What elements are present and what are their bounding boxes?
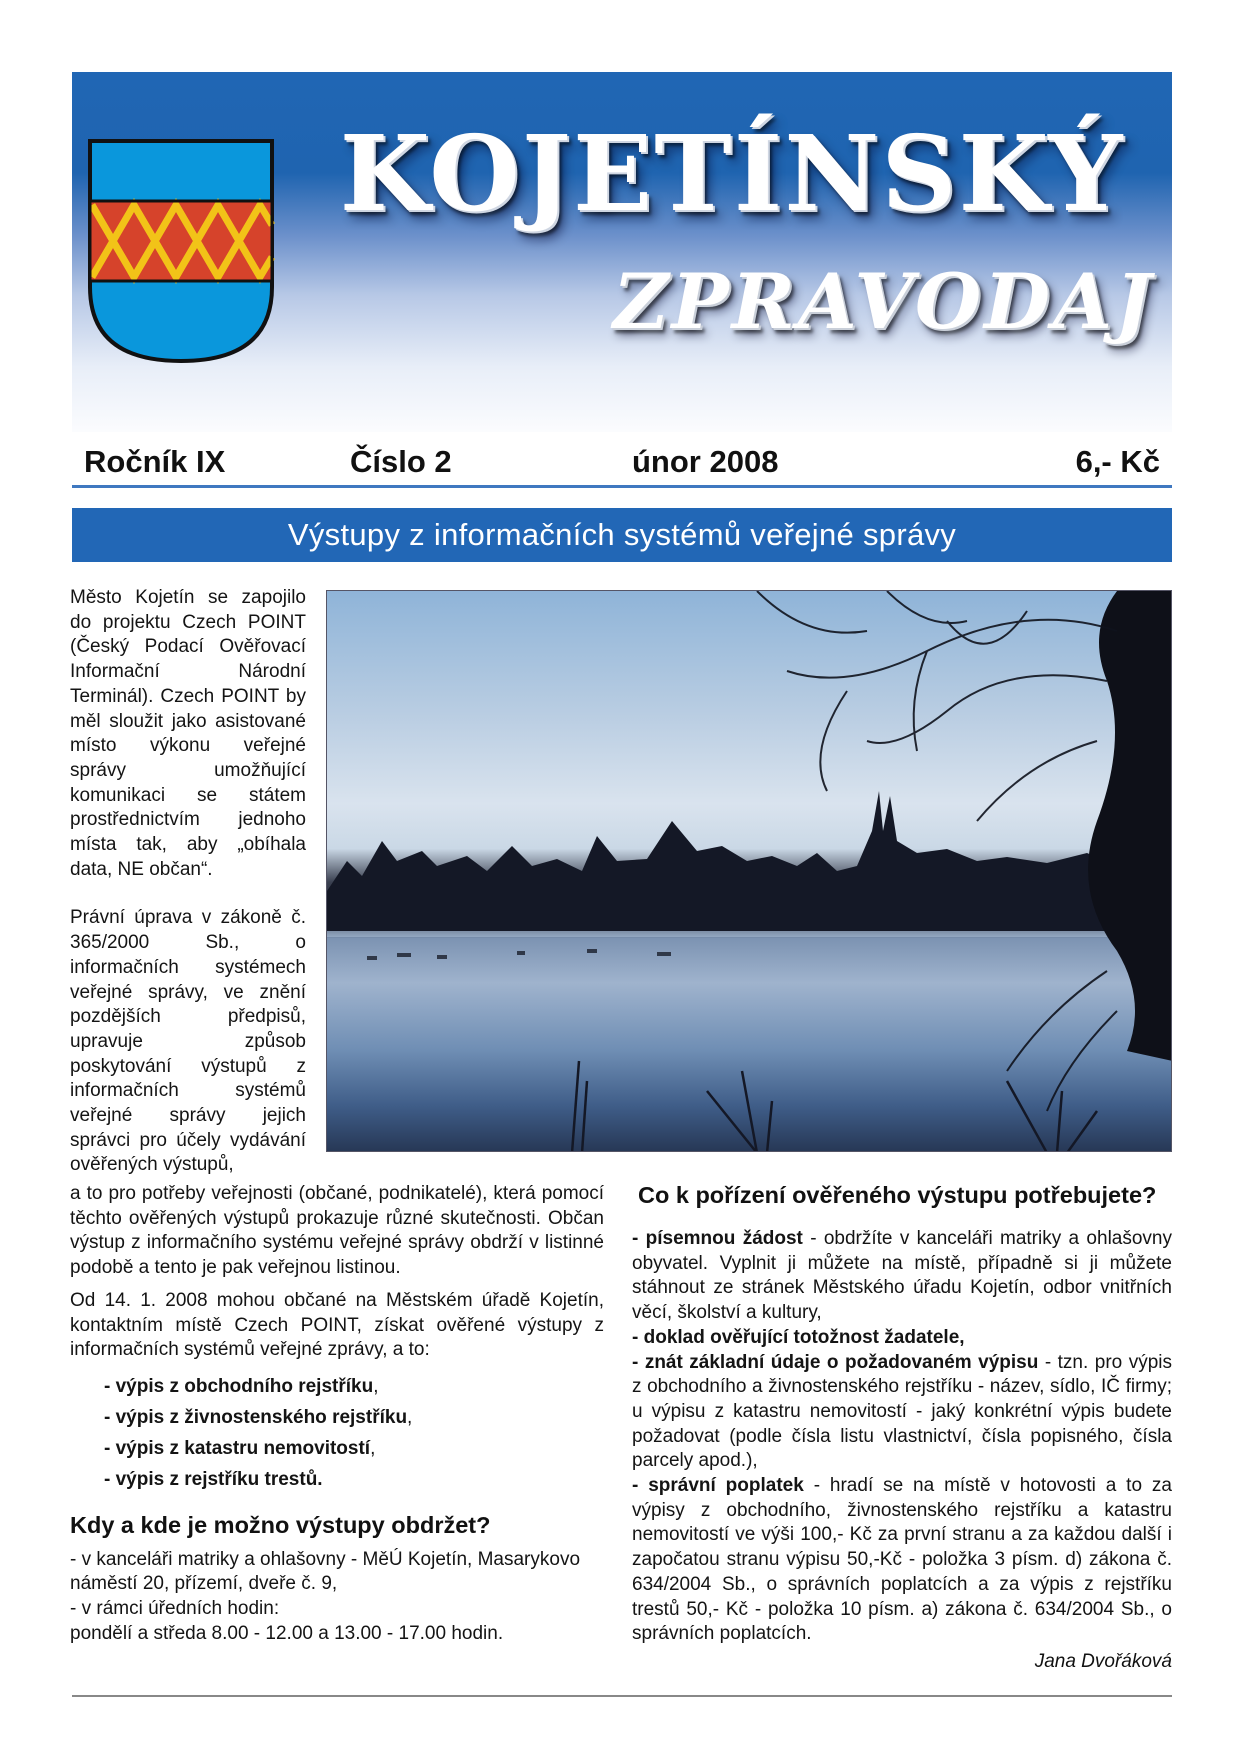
issue-info-row: [72, 440, 1172, 488]
requirement-item: - správní poplatek - hradí se na místě v hotovosti a to za výpisy z obchodního, živnostenského rejstříku a katastru nemovitostí ve výši 100,- Kč za první stranu a za každou další i započatou stranu výpisu 50,-Kč - položka 3 písm. d) zákona č. 634/2004 Sb., o správních poplatcích a za výpis z rejstříku trestů 50,- Kč - položka 10 písm. a) zákona č. 634/2004 Sb., o správních poplatcích.: [632, 1475, 1172, 1645]
requirements-heading: Co k pořízení ověřeného výstupu potřebujete?: [638, 1182, 1157, 1208]
landscape-photo-icon: [327, 591, 1172, 1152]
issue-volume: Ročník IX: [84, 444, 226, 479]
intro-paragraph-2-start: Právní úprava v zákoně č. 365/2000 Sb., o informačních systémech veřejné správy, ve znění pozdějších předpisů, upravuje způsob poskytování výstupů z informačních systémů veřejné správy jejich správci pro účely vydávání ověřených výstupů,: [70, 907, 306, 1176]
footer-divider: [72, 1695, 1172, 1697]
requirements-list: [632, 1227, 1172, 1647]
newsletter-subtitle: ZPRAVODAJ: [613, 257, 1154, 346]
article-headline: Výstupy z informačních systémů veřejné správy: [72, 508, 1172, 562]
output-item: - výpis z katastru nemovitostí,: [104, 1437, 376, 1459]
requirement-item: - doklad ověřující totožnost žadatele,: [632, 1326, 965, 1348]
intro-paragraph-1: Město Kojetín se zapojilo do projektu Czech POINT (Český Podací Ověřovací Informační Národní Terminál). Czech POINT by měl sloužit jako asistované místo výkonu veřejné správy umožňující komunikaci se státem prostřednictvím jednoho místa tak, aby „obíhala data, NE občan“.: [70, 587, 306, 880]
output-item: - výpis z živnostenského rejstříku,: [104, 1406, 413, 1428]
output-item: - výpis z obchodního rejstříku,: [104, 1375, 379, 1397]
issue-date: únor 2008: [632, 444, 779, 479]
where-heading: Kdy a kde je možno výstupy obdržet?: [70, 1511, 491, 1538]
left-article-column: [70, 1182, 604, 1646]
lake-photo: [326, 590, 1172, 1152]
right-article-column: [632, 1182, 1172, 1673]
newsletter-title: KOJETÍNSKÝ: [339, 112, 1125, 235]
intro-narrow-column: [70, 586, 306, 1178]
requirement-item: - písemnou žádost - obdržíte v kanceláři matriky a ohlašovny obyvatel. Vyplnit ji můžete na místě, případně si ji můžete stáhnout ze stránek Městského úřadu Kojetín, odbor vnitřních věcí, školství a kultury,: [632, 1228, 1172, 1324]
issue-price: 6,- Kč: [1075, 444, 1160, 479]
requirement-item: - znát základní údaje o požadovaném výpisu - tzn. pro výpis z obchodního a živnostenského rejstříku - název, sídlo, IČ firmy; u výpisu z katastru nemovitostí - jaký konkrétní výpis budete požadovat (podle čísla listu vlastnictví, čísla popisného, čísla parcely apod.),: [632, 1351, 1172, 1472]
coat-of-arms-icon: [86, 137, 276, 365]
output-item: - výpis z rejstříku trestů.: [104, 1468, 323, 1490]
output-types-list: [104, 1371, 604, 1495]
availability-paragraph: Od 14. 1. 2008 mohou občané na Městském úřadě Kojetín, kontaktním místě Czech POINT, získat ověřené výstupy z informačních systémů veřejné zprávy, a to:: [70, 1289, 604, 1361]
where-line: pondělí a středa 8.00 - 12.00 a 13.00 - 17.00 hodin.: [70, 1622, 504, 1644]
article-author: Jana Dvořáková: [1034, 1650, 1172, 1672]
issue-number: Číslo 2: [350, 444, 452, 479]
masthead: [72, 72, 1172, 432]
where-details: [70, 1548, 604, 1647]
where-line: - v rámci úředních hodin:: [70, 1598, 280, 1620]
intro-paragraph-2-end: a to pro potřeby veřejnosti (občané, podnikatelé), která pomocí těchto ověřených výstupů prokazuje různé skutečnosti. Občan výstup z informačního systému veřejné správy obdrží v listinné podobě a tento je pak veřejnou listinou.: [70, 1183, 604, 1279]
where-line: - v kanceláři matriky a ohlašovny - MěÚ Kojetín, Masarykovo náměstí 20, přízemí, dveře č. 9,: [70, 1548, 581, 1595]
